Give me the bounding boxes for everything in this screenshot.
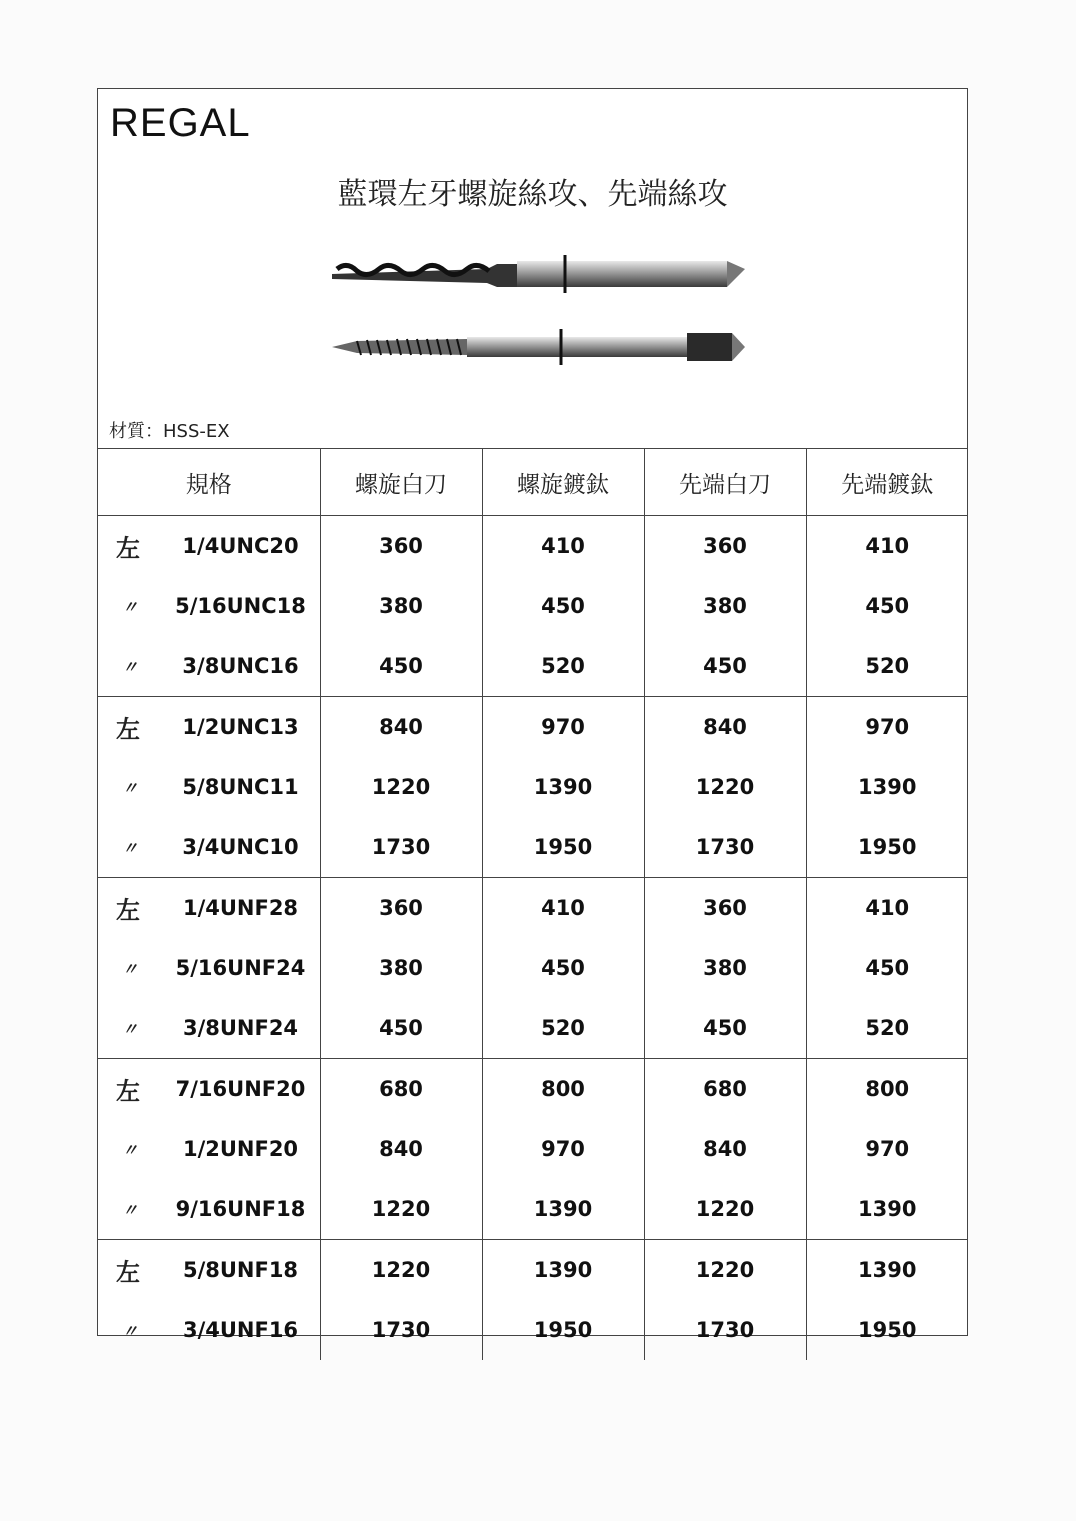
spiral-titanium-price: 970	[482, 697, 644, 758]
point-titanium-price: 1390	[858, 1258, 917, 1282]
thread-size-label: 1/4UNF28	[182, 896, 299, 920]
spiral-titanium-price: 800	[482, 1059, 644, 1120]
thread-direction-label: 左	[116, 1257, 140, 1287]
spiral-titanium-price: 1390	[482, 1179, 644, 1240]
spiral-titanium-price: 1950	[482, 1300, 644, 1360]
table-row	[98, 1179, 968, 1240]
thread-size-label: 3/4UNC10	[182, 835, 299, 859]
spec-cell	[98, 938, 320, 998]
thread-direction-label: 〃	[122, 1019, 139, 1039]
table-row	[98, 1240, 968, 1301]
thread-direction-label: 〃	[122, 1200, 139, 1220]
thread-size-label: 7/16UNF20	[175, 1077, 306, 1101]
point-white-price: 840	[644, 697, 806, 758]
table-row	[98, 878, 968, 939]
header-point-titanium: 先端鍍鈦	[806, 449, 968, 516]
spiral-titanium-price: 410	[482, 516, 644, 577]
point-white-price: 450	[644, 998, 806, 1059]
thread-direction-label: 左	[116, 533, 140, 563]
spiral-titanium-price: 520	[482, 998, 644, 1059]
point-titanium-price: 1390	[806, 1179, 968, 1240]
thread-direction-label: 〃	[122, 597, 139, 617]
point-white-price: 450	[644, 636, 806, 697]
thread-size-label: 5/8UNC11	[182, 775, 299, 799]
point-white-price: 380	[644, 576, 806, 636]
spec-cell	[98, 998, 320, 1059]
spiral-white-price: 450	[320, 636, 482, 697]
point-white-price: 360	[644, 878, 806, 939]
spiral-titanium-price: 450	[482, 576, 644, 636]
header-spiral-white: 螺旋白刀	[320, 449, 482, 516]
spec-cell	[98, 878, 320, 939]
table-row	[98, 1059, 968, 1120]
header-point-white: 先端白刀	[644, 449, 806, 516]
point-titanium-price: 450	[865, 956, 910, 980]
spiral-titanium-price: 1390	[482, 757, 644, 817]
thread-direction-label: 左	[116, 1076, 140, 1106]
table-row	[98, 576, 968, 636]
point-white-price: 1220	[644, 1240, 806, 1301]
spec-cell	[98, 1119, 320, 1179]
point-tap-icon	[332, 329, 745, 365]
point-white-price: 380	[644, 938, 806, 998]
spec-cell	[98, 516, 320, 577]
spec-cell	[98, 1300, 320, 1360]
point-titanium-price: 1950	[806, 817, 968, 878]
tap-tools-image	[327, 249, 747, 379]
spiral-white-price: 1220	[320, 757, 482, 817]
point-titanium-price: 520	[806, 998, 968, 1059]
point-white-price: 1220	[644, 757, 806, 817]
point-titanium-price: 800	[865, 1077, 910, 1101]
point-titanium-price: 450	[865, 594, 910, 618]
spiral-white-price: 380	[320, 576, 482, 636]
point-white-price: 1730	[644, 817, 806, 878]
thread-size-label: 3/4UNF16	[182, 1318, 299, 1342]
spiral-white-price: 840	[320, 697, 482, 758]
thread-size-label: 1/2UNC13	[182, 715, 299, 739]
spiral-titanium-price: 410	[482, 878, 644, 939]
spec-cell	[98, 697, 320, 758]
thread-size-label: 3/8UNC16	[182, 654, 299, 678]
spec-cell	[98, 636, 320, 697]
spiral-titanium-price: 1390	[482, 1240, 644, 1301]
thread-direction-label: 〃	[122, 1321, 139, 1341]
point-titanium-price: 970	[865, 1137, 910, 1161]
thread-size-label: 5/8UNF18	[182, 1258, 299, 1282]
point-titanium-price: 410	[865, 896, 910, 920]
spiral-white-price: 1220	[320, 1179, 482, 1240]
spiral-white-price: 380	[320, 938, 482, 998]
point-white-price: 360	[644, 516, 806, 577]
spec-cell	[98, 576, 320, 636]
point-white-price: 840	[644, 1119, 806, 1179]
table-row	[98, 1119, 968, 1179]
table-row	[98, 636, 968, 697]
point-titanium-price: 1390	[858, 775, 917, 799]
thread-size-label: 9/16UNF18	[175, 1197, 306, 1221]
table-row	[98, 998, 968, 1059]
spec-cell	[98, 757, 320, 817]
thread-size-label: 5/16UNC18	[175, 594, 306, 618]
thread-size-label: 5/16UNF24	[175, 956, 306, 980]
point-white-price: 1220	[644, 1179, 806, 1240]
header-spec: 規格	[98, 449, 320, 516]
thread-size-label: 3/8UNF24	[182, 1016, 299, 1040]
thread-direction-label: 左	[116, 714, 140, 744]
price-table	[98, 449, 968, 1360]
point-titanium-price: 520	[806, 636, 968, 697]
thread-direction-label: 〃	[122, 778, 139, 798]
spiral-titanium-price: 520	[482, 636, 644, 697]
table-row	[98, 817, 968, 878]
spec-cell	[98, 1240, 320, 1301]
table-row	[98, 938, 968, 998]
spec-cell	[98, 817, 320, 878]
brand-logo: REGAL	[110, 101, 251, 145]
spiral-white-price: 1220	[320, 1240, 482, 1301]
spiral-white-price: 360	[320, 516, 482, 577]
spiral-white-price: 360	[320, 878, 482, 939]
thread-direction-label: 〃	[122, 657, 139, 677]
header-spiral-titanium: 螺旋鍍鈦	[482, 449, 644, 516]
thread-size-label: 1/4UNC20	[182, 534, 299, 558]
material-label: 材質：HSS-EX	[109, 421, 230, 442]
spiral-titanium-price: 1950	[482, 817, 644, 878]
table-header-row	[98, 449, 968, 516]
thread-size-label: 1/2UNF20	[182, 1137, 299, 1161]
point-titanium-price: 410	[865, 534, 910, 558]
spiral-titanium-price: 450	[482, 938, 644, 998]
point-titanium-price: 970	[865, 715, 910, 739]
table-row	[98, 516, 968, 577]
spiral-white-price: 450	[320, 998, 482, 1059]
point-white-price: 1730	[644, 1300, 806, 1360]
spec-cell	[98, 1059, 320, 1120]
spiral-white-price: 840	[320, 1119, 482, 1179]
thread-direction-label: 〃	[122, 1140, 139, 1160]
price-sheet	[97, 88, 968, 1342]
thread-direction-label: 〃	[122, 959, 139, 979]
spiral-white-price: 1730	[320, 1300, 482, 1360]
thread-direction-label: 左	[116, 895, 140, 925]
point-titanium-price: 1950	[858, 1318, 917, 1342]
table-row	[98, 757, 968, 817]
table-row	[98, 697, 968, 758]
spiral-white-price: 1730	[320, 817, 482, 878]
thread-direction-label: 〃	[122, 838, 139, 858]
sheet-title: 藍環左牙螺旋絲攻、先端絲攻	[337, 177, 728, 212]
table-row	[98, 1300, 968, 1360]
sheet-header	[98, 89, 967, 449]
point-white-price: 680	[644, 1059, 806, 1120]
spiral-titanium-price: 970	[482, 1119, 644, 1179]
spec-cell	[98, 1179, 320, 1240]
spiral-white-price: 680	[320, 1059, 482, 1120]
spiral-tap-icon	[332, 255, 745, 293]
